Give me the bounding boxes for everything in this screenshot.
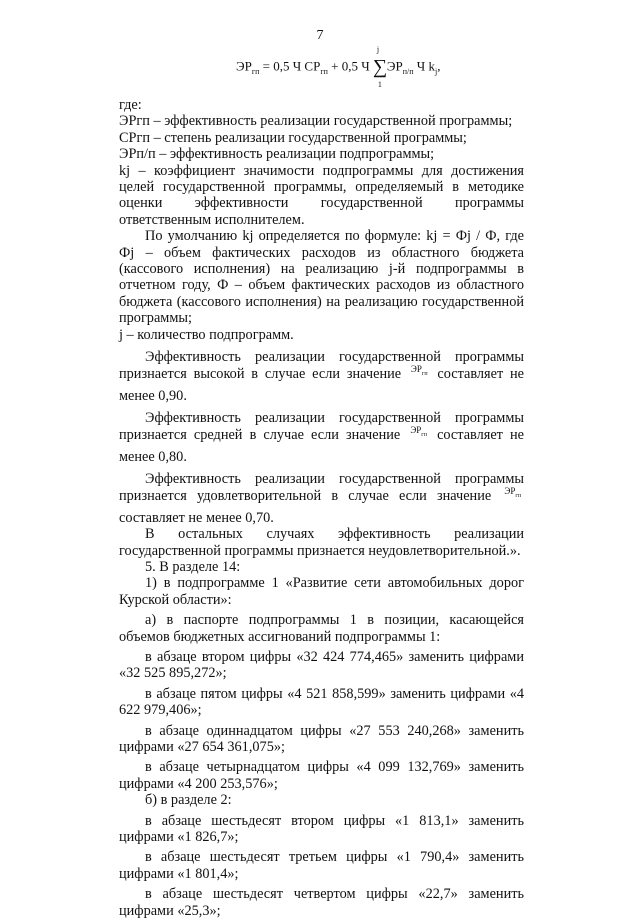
formula-term: ЭР bbox=[386, 58, 403, 74]
page-number: 7 bbox=[316, 28, 324, 43]
item-a-1: в абзаце втором цифры «32 424 774,465» заменить цифрами «32 525 895,272»; bbox=[119, 648, 524, 682]
formula-term-sub: п/п bbox=[402, 67, 414, 77]
formula-tail: Ч k bbox=[416, 58, 435, 74]
formula-lhs-sub: гп bbox=[251, 67, 260, 77]
definition-srgp: СРгп – степень реализации государственной программы; bbox=[119, 129, 467, 146]
definition-ergp: ЭРгп – эффективность реализации государственной программы; bbox=[119, 113, 513, 130]
item-b-1: в абзаце шестьдесят втором цифры «1 813,1» заменить цифрами «1 826,7»; bbox=[119, 812, 524, 846]
sum-upper-limit: j bbox=[376, 45, 380, 54]
formula-part1: = 0,5 Ч СР bbox=[262, 58, 321, 74]
sum-lower-limit: 1 bbox=[377, 80, 382, 89]
item-b: б) в разделе 2: bbox=[145, 792, 232, 809]
definition-kj: kj – коэффициент значимости подпрограммы для достижения целей государственной программы, определяемый в методике оценки эффективности государственной программы ответственным исполнителем. bbox=[119, 162, 524, 228]
document-body bbox=[119, 97, 524, 919]
formula-end: , bbox=[437, 58, 441, 74]
medium-efficiency-text: Эффективность реализации государственной программы признается средней в случае если значение bbox=[119, 410, 524, 443]
formula-part2: + 0,5 Ч bbox=[331, 58, 370, 74]
unsatisfactory-paragraph: В остальных случаях эффективность реализации государственной программы признается неудовлетворительной.». bbox=[119, 526, 524, 559]
inline-symbol-3: ЭРгп bbox=[504, 485, 522, 499]
inline-symbol-1: ЭРгп bbox=[410, 363, 428, 377]
sum-symbol: ∑ j 1 bbox=[372, 45, 388, 89]
where-label: где: bbox=[119, 97, 142, 113]
item-a: а) в паспорте подпрограммы 1 в позиции, касающейся объемов бюджетных ассигнований подпрограммы 1: bbox=[119, 612, 524, 645]
item-b-3: в абзаце шестьдесят четвертом цифры «22,7» заменить цифрами «25,3»; bbox=[119, 886, 524, 919]
item-a-3: в абзаце одиннадцатом цифры «27 553 240,268» заменить цифрами «27 654 361,075»; bbox=[119, 722, 524, 756]
item-b-2: в абзаце шестьдесят третьем цифры «1 790,4» заменить цифрами «1 801,4»; bbox=[119, 849, 524, 882]
item-a-2: в абзаце пятом цифры «4 521 858,599» заменить цифрами «4 622 979,406»; bbox=[119, 685, 524, 719]
high-efficiency-text: Эффективность реализации государственной программы признается высокой в случае если значение bbox=[119, 349, 524, 382]
definition-erpp: ЭРп/п – эффективность реализации подпрограммы; bbox=[119, 146, 435, 163]
formula-cp-sub: гп bbox=[320, 67, 328, 77]
default-kj-paragraph: По умолчанию kj определяется по формуле: kj = Фj / Ф, где Фj – объем фактических расходов из областного бюджета (кассового исполнения) на реализацию j-й подпрограммы в отчетном году, Ф – объем фактических расходов из областного бюджета (кассового исполнения) на реализацию государственной программы; bbox=[119, 228, 524, 327]
satisfactory-efficiency-paragraph bbox=[119, 471, 524, 526]
high-efficiency-threshold: составляет не менее 0,90. bbox=[119, 365, 525, 404]
formula-lhs: ЭР bbox=[236, 58, 252, 74]
satisfactory-efficiency-threshold: составляет не менее 0,70. bbox=[119, 509, 274, 526]
item-a-4: в абзаце четырнадцатом цифры «4 099 132,769» заменить цифрами «4 200 253,576»; bbox=[119, 759, 524, 792]
definition-j: j – количество подпрограмм. bbox=[119, 326, 294, 343]
high-efficiency-paragraph bbox=[119, 349, 524, 404]
satisfactory-efficiency-text: Эффективность реализации государственной программы признается удовлетворительной в случае если значение bbox=[119, 471, 524, 504]
formula-tail-sub: j bbox=[434, 67, 438, 77]
efficiency-formula bbox=[236, 45, 441, 89]
inline-symbol-2: ЭРгп bbox=[410, 424, 427, 438]
item-5: 5. В разделе 14: bbox=[145, 558, 241, 575]
medium-efficiency-threshold: составляет не менее 0,80. bbox=[119, 426, 525, 465]
subprogram-1: 1) в подпрограмме 1 «Развитие сети автомобильных дорог Курской области»: bbox=[119, 575, 524, 608]
medium-efficiency-paragraph bbox=[119, 410, 524, 465]
